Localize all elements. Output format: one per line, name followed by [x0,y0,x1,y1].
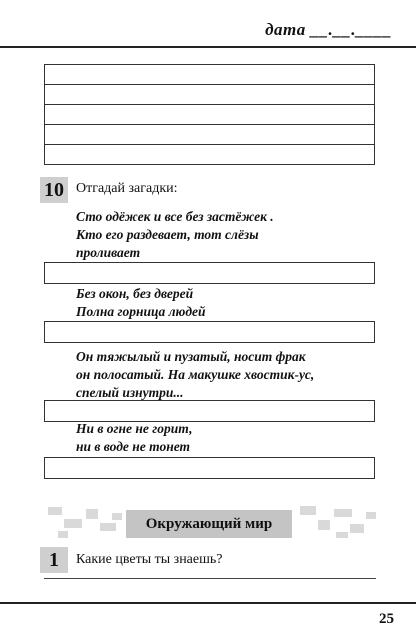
riddle-3 [76,348,314,402]
task-10-title: Отгадай загадки: [76,181,178,196]
date-field: дата __.__.____ [265,20,392,39]
riddle-1 [76,208,274,262]
riddle-3-answer-box[interactable] [44,400,375,422]
answer-line[interactable] [45,65,374,85]
riddle-line: Он тяжылый и пузатый, носит фрак [76,349,306,364]
riddle-line: ни в воде не тонет [76,439,191,454]
page-number: 25 [379,611,394,627]
riddle-line: он полосатый. На макушке хвостик-ус, [76,367,315,382]
task-number-10: 10 [40,177,68,203]
riddle-4-answer-box[interactable] [44,457,375,479]
footer-rule [0,602,416,604]
riddle-2 [76,285,206,321]
answer-line[interactable] [45,85,374,105]
riddle-2-answer-box[interactable] [44,321,375,343]
riddle-line: проливает [76,245,141,260]
answer-line[interactable] [45,145,374,164]
riddle-4 [76,420,192,456]
task-number-1: 1 [40,547,68,573]
answer-line[interactable] [45,125,374,145]
answer-line[interactable] [45,105,374,125]
answer-lines-block[interactable] [44,64,375,165]
header-rule [0,46,416,48]
riddle-line: Без окон, без дверей [76,286,194,301]
task-1-answer-line[interactable] [44,578,376,579]
riddle-line: Ни в огне не горит, [76,421,193,436]
riddle-line: Кто его раздевает, тот слёзы [76,227,259,242]
task-1-question: Какие цветы ты знаешь? [76,552,223,567]
riddle-line: спелый изнутри... [76,385,184,400]
riddle-line: Сто одёжек и все без застёжек . [76,209,274,224]
riddle-line: Полна горница людей [76,304,206,319]
section-title: Окружающий мир [126,510,292,538]
riddle-1-answer-box[interactable] [44,262,375,284]
